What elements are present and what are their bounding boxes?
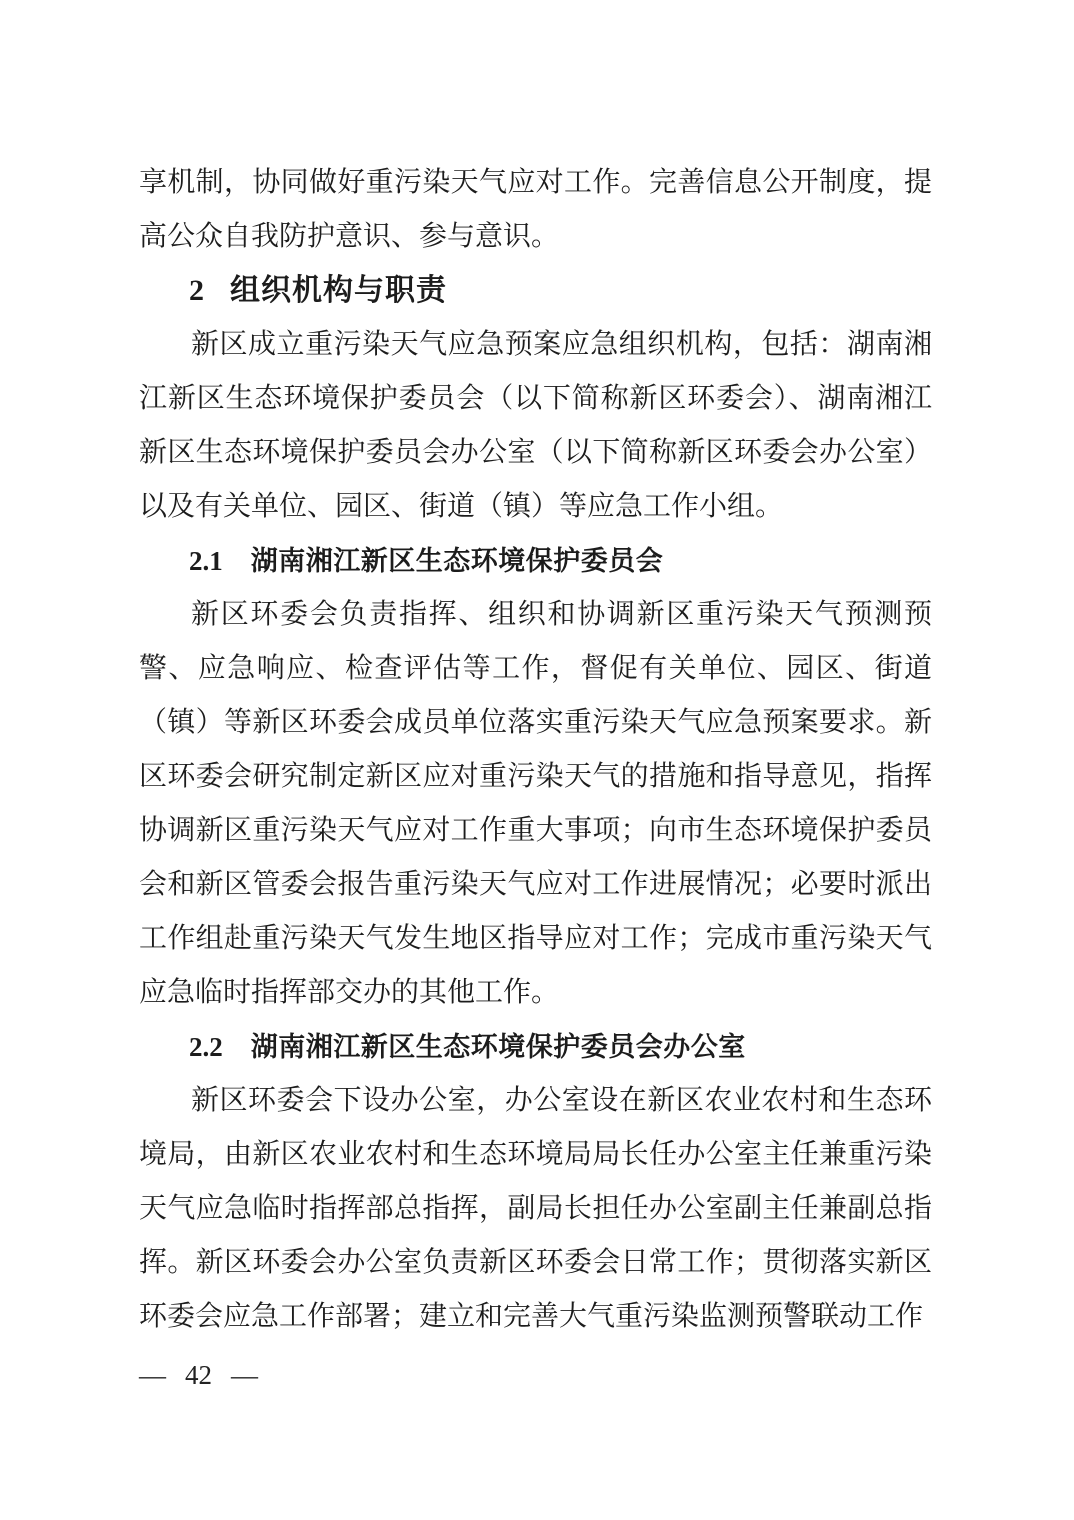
chapter-number: 2: [189, 274, 204, 307]
chapter-title: 组织机构与职责: [230, 274, 447, 307]
section-2-2-title: 湖南湘江新区生态环境保护委员会办公室: [250, 1032, 746, 1062]
paragraph-office-duties: 新区环委会下设办公室，办公室设在新区农业农村和生态环境局，由新区农业农村和生态环境局局长任办公室主任兼重污染天气应急临时指挥部总指挥，副局长担任办公室副主任兼副总指挥。新区环委会办公室负责新区环委会日常工作；贯彻落实新区环委会应急工作部署；建立和完善大气重污染监测预警联动工作: [139, 1085, 932, 1332]
section-2-2-number: 2.2: [189, 1032, 223, 1062]
chapter-heading: [139, 264, 932, 318]
section-2-1-number: 2.1: [189, 546, 223, 576]
page-number: 42: [185, 1360, 212, 1390]
section-heading-2-1: [139, 534, 932, 588]
paragraph-committee-duties: 新区环委会负责指挥、组织和协调新区重污染天气预测预警、应急响应、检查评估等工作，督促有关单位、园区、街道（镇）等新区环委会成员单位落实重污染天气应急预案要求。新区环委会研究制定新区应对重污染天气的措施和指导意见，指挥协调新区重污染天气应对工作重大事项；向市生态环境保护委员会和新区管委会报告重污染天气应对工作进展情况；必要时派出工作组赴重污染天气发生地区指导应对工作；完成市重污染天气应急临时指挥部交办的其他工作。: [139, 599, 932, 1008]
paragraph-organization-overview: 新区成立重污染天气应急预案应急组织机构，包括：湖南湘江新区生态环境保护委员会（以下简称新区环委会）、湖南湘江新区生态环境保护委员会办公室（以下简称新区环委会办公室）以及有关单位、园区、街道（镇）等应急工作小组。: [139, 329, 932, 522]
footer-dash-left: —: [139, 1360, 166, 1390]
section-2-1-title: 湖南湘江新区生态环境保护委员会: [250, 546, 664, 576]
page-content: [139, 156, 932, 1344]
section-heading-2-2: [139, 1020, 932, 1074]
footer-dash-right: —: [231, 1360, 258, 1390]
page-footer: [139, 1360, 258, 1391]
paragraph-continuation: 享机制，协同做好重污染天气应对工作。完善信息公开制度，提高公众自我防护意识、参与意识。: [139, 167, 932, 252]
